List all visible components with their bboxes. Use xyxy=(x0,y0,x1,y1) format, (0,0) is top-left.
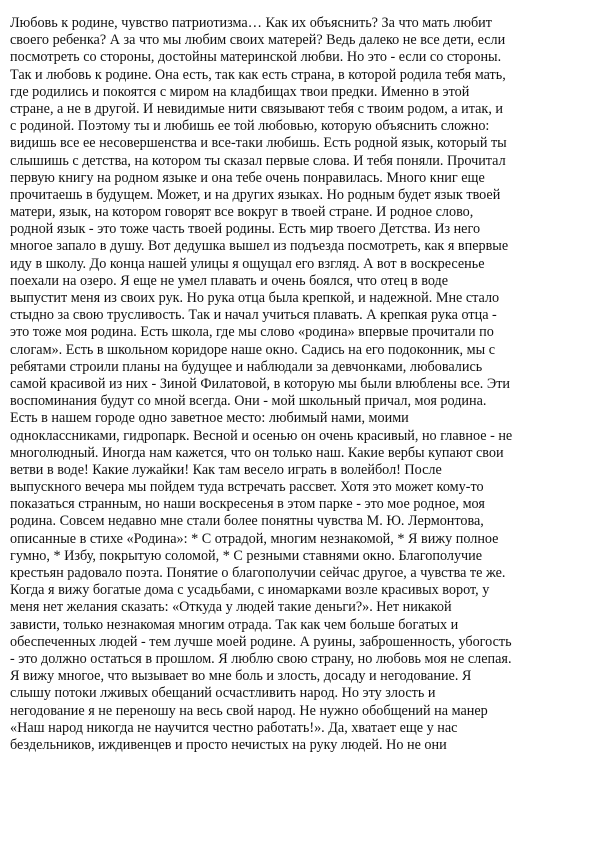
text-line: меня нет желания сказать: «Откуда у людей такие деньги?». Нет никакой xyxy=(10,599,452,616)
text-line: ребятами строили планы на будущее и наблюдали за девчонками, любовались xyxy=(10,358,483,375)
text-line: негодование я не переношу на весь свой народ. Не нужно обобщений на манер xyxy=(10,702,488,719)
text-line: это тоже моя родина. Есть школа, где мы слово «родина» впервые прочитали по xyxy=(10,324,494,341)
text-line: ветви в воде! Какие лужайки! Как там весело играть в волейбол! После xyxy=(10,461,442,478)
text-line: родина. Совсем недавно мне стали более понятны чувства М. Ю. Лермонтова, xyxy=(10,513,484,530)
text-line: самой красивой из них - Зиной Филатовой, в которую мы были влюблены все. Эти xyxy=(10,375,510,392)
text-line: стране, а не в другой. И невидимые нити связывают тебя с твоим родом, а итак, и xyxy=(10,100,504,117)
text-line: с родиной. Поэтому ты и любишь ее той любовью, которую объяснить сложно: xyxy=(10,118,490,135)
text-line: гумно, * Избу, покрытую соломой, * С резными ставнями окно. Благополучие xyxy=(10,547,483,564)
text-line: своего ребенка? А за что мы любим своих матерей? Ведь далеко не все дети, если xyxy=(10,32,506,49)
text-line: одноклассниками, гидропарк. Весной и осенью он очень красивый, но главное - не xyxy=(10,427,513,444)
text-line: слышу потоки лживых обещаний осчастливить народ. Но эту злость и xyxy=(10,685,436,702)
text-line: крестьян радовало поэта. Понятие о благополучии сейчас другое, а чувства те же. xyxy=(10,565,506,581)
text-line: Когда я вижу богатые дома с усадьбами, с иномарками возле красивых ворот, у xyxy=(10,582,490,599)
text-line: Любовь к родине, чувство патриотизма… Как их объяснить? За что мать любит xyxy=(10,15,492,31)
text-line: - это должно остаться в прошлом. Я люблю свою страну, но любовь моя не слепая. xyxy=(10,650,512,667)
text-line: выпустит меня из своих рук. Но рука отца была крепкой, и надежной. Мне стало xyxy=(10,290,500,306)
text-line: показаться странным, но наши воскресенья в этом парке - это мое родное, моя xyxy=(10,496,485,513)
text-line: видишь все ее несовершенства и все-таки любишь. Есть родной язык, который ты xyxy=(10,135,507,152)
text-line: воспоминания будут со мной всегда. Они - мой школьный причал, моя родина. xyxy=(10,393,487,410)
text-line: многолюдный. Иногда нам кажется, что он только наш. Какие вербы купают свои xyxy=(10,444,504,461)
text-line: бездельников, иждивенцев и просто нечистых на руку людей. Но не они xyxy=(10,736,447,753)
text-line: многое запало в душу. Вот дедушка вышел из подъезда посмотреть, как я впервые xyxy=(10,238,509,255)
text-line: «Наш народ никогда не научится честно работать!». Да, хватает еще у нас xyxy=(10,719,458,736)
text-line: слышишь с детства, на котором ты сказал первые слова. И тебя поняли. Прочитал xyxy=(10,152,506,169)
text-line: первую книгу на родном языке и она тебе очень понравилась. Много книг еще xyxy=(10,169,485,186)
text-line: слогам». Есть в школьном коридоре наше окно. Садись на его подоконник, мы с xyxy=(10,341,495,358)
text-line: поехали на озеро. Я еще не умел плавать и очень боялся, что отец в воде xyxy=(10,272,449,289)
text-line: стыдно за свою трусливость. Так и начал учиться плавать. А крепкая рука отца - xyxy=(10,307,497,324)
text-line: Я вижу многое, что вызывает во мне боль и злость, досаду и негодование. Я xyxy=(10,668,472,685)
text-line: обеспеченных людей - тем лучше моей родине. А руины, заброшенность, убогость xyxy=(10,633,512,650)
essay-text xyxy=(10,15,585,754)
text-line: зависти, только незнакомая многим отрада. Так как чем больше богатых и xyxy=(10,616,459,633)
text-line: описанные в стихе «Родина»: * С отрадой, многим незнакомой, * Я вижу полное xyxy=(10,530,499,547)
text-line: матери, язык, на котором говорят все вокруг в твоей стране. И родное слово, xyxy=(10,204,474,221)
text-line: родной язык - это тоже часть твоей родины. Есть мир твоего Детства. Из него xyxy=(10,221,481,238)
text-line: выпускного вечера мы пойдем туда встречать рассвет. Хотя это может кому-то xyxy=(10,479,484,496)
text-line: посмотреть со стороны, достойны материнской любви. Но это - если со стороны. xyxy=(10,49,502,66)
text-line: Есть в нашем городе одно заветное место: любимый нами, моими xyxy=(10,410,409,427)
text-line: Так и любовь к родине. Она есть, так как есть страна, в которой родила тебя мать, xyxy=(10,66,506,83)
text-line: прочитаешь в будущем. Может, и на других языках. Но родным будет язык твоей xyxy=(10,186,501,203)
text-line: иду в школу. До конца нашей улицы я ощущал его взгляд. А вот в воскресенье xyxy=(10,255,485,272)
text-line: где родились и покоятся с миром на кладбищах твои предки. Именно в этой xyxy=(10,83,470,100)
